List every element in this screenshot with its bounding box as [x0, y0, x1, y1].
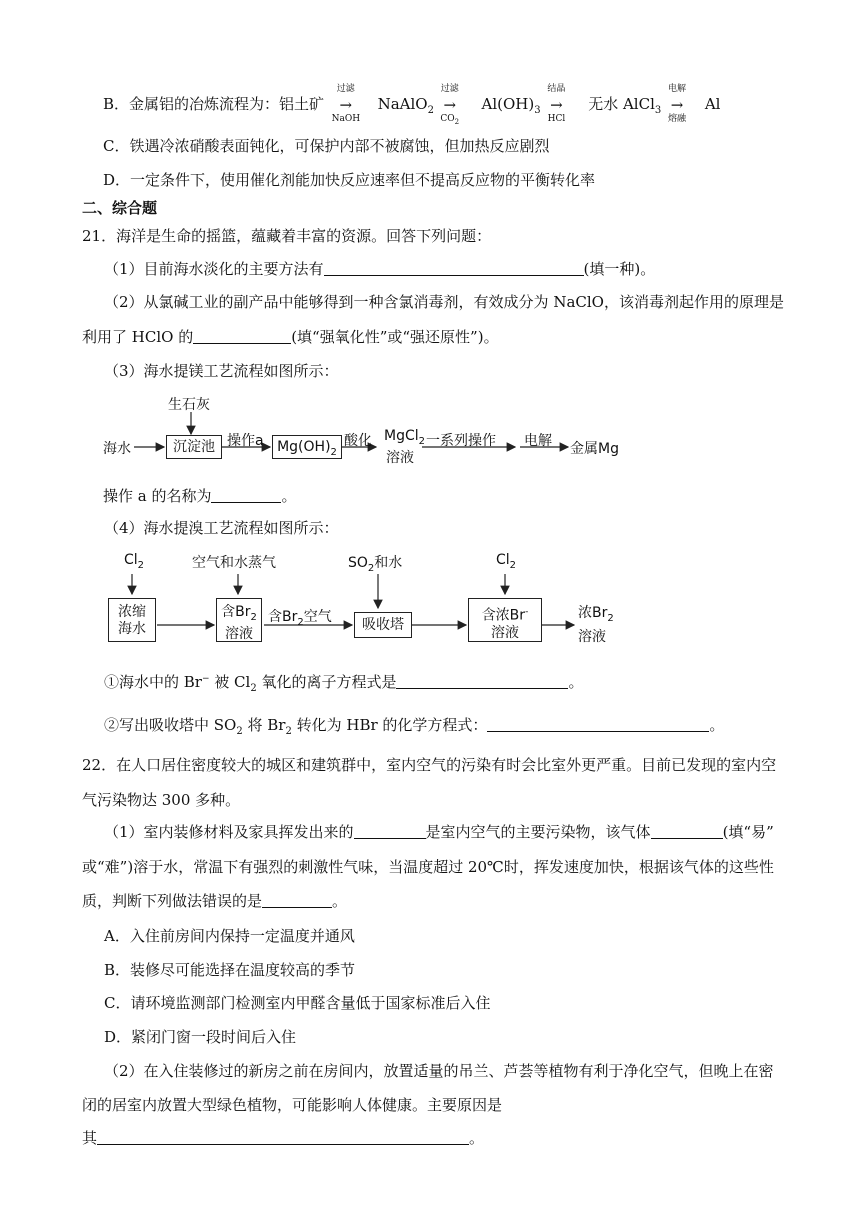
mg-tank-box: 沉淀池 [166, 435, 222, 459]
br-cl2-a: $Cl_2$ [124, 552, 145, 571]
answer-blank-6[interactable] [354, 822, 426, 839]
reaction-arrow-4: 电解 → 熔融 [668, 84, 687, 124]
q22-option-b: B．装修尽可能选择在温度较高的季节 [104, 961, 356, 979]
answer-blank-4[interactable] [396, 672, 568, 689]
mg-hydroxide-box: $Mg(OH)_2$ [272, 435, 342, 459]
q22-option-d: D．紧闭门窗一段时间后入住 [104, 1028, 297, 1046]
option-b-prefix: B．金属铝的冶炼流程为：铝土矿 [103, 95, 325, 113]
mg-metal: 金属Mg [570, 441, 619, 457]
mg-lime: 生石灰 [168, 397, 210, 413]
q21-part2-line2: 利用了 HClO 的 (填“强氧化性”或“强还原性”)。 [82, 328, 499, 346]
reaction-arrow-2: 过滤 → $CO_2$ [439, 95, 461, 115]
mg-flowchart [100, 392, 660, 472]
br-air: 空气和水蒸气 [192, 555, 276, 571]
mg-series: 一系列操作 [426, 433, 496, 449]
q22-line2: 气污染物达 300 多种。 [82, 791, 241, 809]
option-d: D．一定条件下，使用催化剂能加快反应速率但不提高反应物的平衡转化率 [103, 171, 596, 189]
species-al: Al [704, 95, 721, 113]
q21-sub2: ②写出吸收塔中 $SO_2$ 将 $Br_2$ 转化为 HBr 的化学方程式： 。 [104, 716, 725, 737]
br-solution-box: 含$Br_2$ 溶液 [216, 598, 262, 642]
mg-acid: 酸化 [344, 433, 372, 449]
q22-part1-line3: 质，判断下列做法错误的是 。 [82, 892, 348, 910]
mg-solution: 溶液 [386, 450, 414, 466]
co2-label: $CO_2$ [440, 114, 460, 126]
q21-part2-line1: （2）从氯碱工业的副产品中能够得到一种含氯消毒剂，有效成分为 NaClO，该消毒剂起作用的原理是 [104, 293, 784, 311]
mg-op-a: 操作a [227, 433, 264, 449]
species-naalo2: NaAlO$_2$ [377, 95, 434, 116]
answer-blank-3[interactable] [211, 486, 281, 503]
q22-part1-line2: 或“难”)溶于水，常温下有强烈的刺激性气味，当温度超过 20℃时，挥发速度加快，根据该气体的这些性 [82, 858, 774, 876]
q21-part3-question: 操作 a 的名称为 。 [103, 487, 297, 505]
br-tower-box: 吸收塔 [354, 612, 412, 638]
br-seawater-box: 浓缩 海水 [108, 598, 156, 642]
answer-blank-9[interactable] [97, 1128, 469, 1145]
q22-option-c: C．请环境监测部门检测室内甲醛含量低于国家标准后入住 [104, 994, 491, 1012]
answer-blank-2[interactable] [193, 327, 291, 344]
option-c: C．铁遇冷浓硝酸表面钝化，可保护内部不被腐蚀，但加热反应剧烈 [103, 137, 550, 155]
answer-blank-1[interactable] [324, 259, 584, 276]
answer-blank-5[interactable] [487, 715, 709, 732]
br-cl2-b: $Cl_2$ [496, 552, 517, 571]
reaction-arrow-3: 结晶 → HCl [547, 84, 566, 124]
br-so2: $SO_2$和水 [348, 555, 403, 574]
br-air-label: 含$Br_2$空气 [268, 609, 332, 628]
br-conc-solution-box: 含浓Br- 溶液 [468, 598, 542, 642]
q22-option-a: A．入住前房间内保持一定温度并通风 [104, 927, 355, 945]
reaction-arrow-1: 过滤 → NaOH [331, 84, 361, 124]
q21-part1: （1）目前海水淡化的主要方法有 (填一种)。 [104, 260, 656, 278]
q21-stem: 21．海洋是生命的摇篮，蕴藏着丰富的资源。回答下列问题： [82, 227, 492, 245]
mg-elec: 电解 [524, 433, 552, 449]
q22-part2-line3: 其 。 [82, 1129, 485, 1147]
mg-seawater: 海水 [103, 441, 131, 457]
q21-sub1: ①海水中的 Br− 被 $Cl_2$ 氧化的离子方程式是 。 [104, 673, 584, 694]
br-output: 浓$Br_2$ 溶液 [578, 605, 614, 645]
answer-blank-8[interactable] [262, 891, 332, 908]
q22-part1-line1: （1）室内装修材料及家具挥发出来的 是室内空气的主要污染物，该气体 (填“易” [104, 823, 774, 841]
q22-part2-line1: （2）在入住装修过的新房之前在房间内，放置适量的吊兰、芦荟等植物有利于净化空气，但晚上在密 [104, 1062, 774, 1080]
q22-part2-line2: 闭的居室内放置大型绿色植物，可能影响人体健康。主要原因是 [82, 1096, 503, 1114]
option-b-line [103, 84, 721, 126]
q22-line1: 22．在人口居住密度较大的城区和建筑群中，室内空气的污染有时会比室外更严重。目前已发现的室内空 [82, 756, 777, 774]
q21-part3: （3）海水提镁工艺流程如图所示： [104, 362, 339, 380]
answer-blank-7[interactable] [651, 822, 723, 839]
species-alcl3: 无水 AlCl$_3$ [588, 95, 662, 116]
species-aloh3: $Al(OH)_3$ [481, 95, 541, 116]
br-flowchart [100, 548, 640, 648]
q21-part4: （4）海水提溴工艺流程如图所示： [104, 519, 339, 537]
mg-mgcl2: MgCl$_2$ [384, 428, 426, 447]
section-heading: 二、综合题 [82, 199, 158, 217]
